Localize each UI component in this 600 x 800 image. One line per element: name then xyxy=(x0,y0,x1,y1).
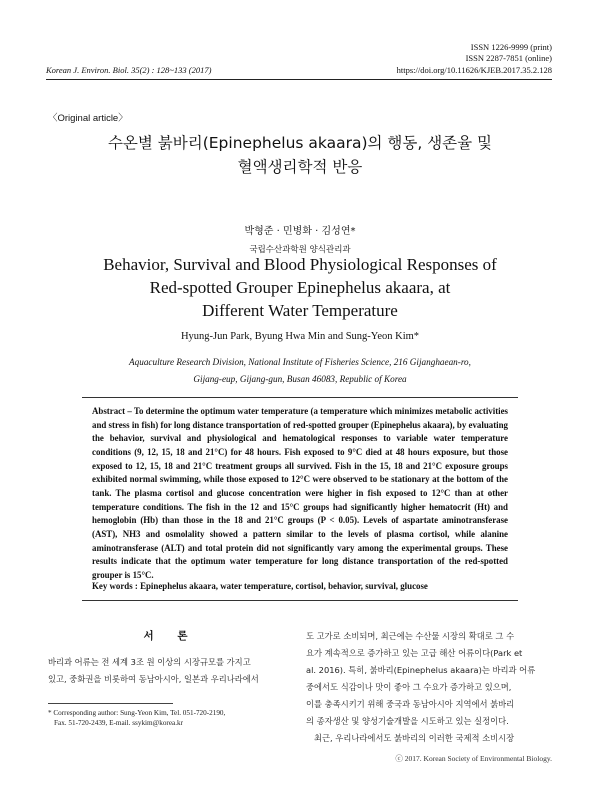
article-type: 〈Original article〉 xyxy=(48,113,128,124)
doi-link[interactable]: https://doi.org/10.11626/KJEB.2017.35.2.128 xyxy=(396,65,552,75)
body-right-line7: 최근, 우리나라에서도 붉바리의 이러한 국제적 소비시장 xyxy=(314,733,515,743)
footnote-line1: * Corresponding author: Sung-Yeon Kim, Tel. 051-720-2190, xyxy=(48,709,226,717)
body-left-line1: 바리과 어류는 전 세계 3조 원 이상의 시장규모를 가지고 xyxy=(48,657,251,667)
body-right-line4: 중에서도 식감이나 맛이 좋아 그 수요가 증가하고 있으며, xyxy=(306,682,512,692)
title-en-line3: Different Water Temperature xyxy=(202,301,398,320)
footnote-line2: Fax. 51-720-2439, E-mail. ssykim@korea.kr xyxy=(54,719,183,727)
footnote-rule xyxy=(48,703,173,704)
authors-en: Hyung-Jun Park, Byung Hwa Min and Sung-Yeon Kim* xyxy=(180,331,420,342)
keywords-text: Epinephelus akaara, water temperature, cortisol, behavior, survival, glucose xyxy=(140,581,428,591)
title-ko-line1: 수온별 붉바리(Epinephelus akaara)의 행동, 생존율 및 xyxy=(107,134,493,152)
issn-online: ISSN 2287-7851 (online) xyxy=(465,53,552,63)
keywords-label: Key words : xyxy=(92,581,138,591)
body-left-line2: 있고, 중화권을 비롯하여 동남아시아, 일본과 우리나라에서 xyxy=(48,674,259,684)
copyright: ⓒ 2017. Korean Society of Environmental Biology. xyxy=(395,754,552,763)
affiliation-en-line1: Aquaculture Research Division, National Institute of Fisheries Science, 216 Gijanghaean-ro, xyxy=(129,357,471,367)
body-right-line3: al. 2016). 특히, 붉바리(Epinephelus akaara)는 바리과 어류 xyxy=(306,665,536,675)
affiliation-ko: 국립수산과학원 양식관리과 xyxy=(249,245,351,255)
keywords xyxy=(92,581,508,591)
abstract-label: Abstract xyxy=(92,406,126,416)
authors-ko: 박형준 · 민병화 · 김성연* xyxy=(244,226,356,237)
section-heading-introduction: 서 론 xyxy=(143,630,198,642)
abstract-top-rule xyxy=(82,397,518,398)
abstract xyxy=(92,405,508,583)
abstract-bottom-rule xyxy=(82,600,518,601)
title-ko-line2: 혈액생리학적 반응 xyxy=(237,158,363,176)
body-right-line6: 의 종자생산 및 양성기술개발을 시도하고 있는 실정이다. xyxy=(306,716,509,726)
footnote-corresponding-author xyxy=(48,708,225,728)
affiliation-en-line2: Gijang-eup, Gijang-gun, Busan 46083, Republic of Korea xyxy=(193,374,407,384)
body-right-line1: 도 고가로 소비되며, 최근에는 수산물 시장의 확대로 그 수 xyxy=(306,631,515,641)
abstract-dash: – xyxy=(127,406,134,416)
issn-print: ISSN 1226-9999 (print) xyxy=(470,42,552,52)
title-en-line2: Red-spotted Grouper Epinephelus akaara, at xyxy=(149,278,451,297)
header-rule xyxy=(46,79,552,80)
journal-citation: Korean J. Environ. Biol. 35(2) : 128~133 (2017) xyxy=(46,65,212,75)
body-right-line2: 요가 계속적으로 증가하고 있는 고급 해산 어류이다(Park et xyxy=(306,648,523,658)
title-en-line1: Behavior, Survival and Blood Physiological Responses of xyxy=(103,255,497,274)
body-right-line5: 이를 충족시키기 위해 중국과 동남아시아 지역에서 붉바리 xyxy=(306,699,515,709)
abstract-text: To determine the optimum water temperature (a temperature which minimizes metabolic activities and stress in fish) for long distance transportation of red-spotted grouper (Epinephelus akaara), by evaluating the behavior, survival and physiological and hematological responses to variable water temperature conditions (9, 12, 15, 18 and 21°C) for 48 hours. Fish exposed to 9°C died at 48 hours exposure, but those exposed to 12, 15, 18 and 21°C treatment groups all survived. Fish in the 15, 18 and 21°C exposure groups exhibited normal swimming, while those exposed to 12°C were observed to be stationary at the bottom of the tank. The plasma cortisol and glucose concentration were higher in fish exposed to 12°C than at other temperature conditions. The fish in the 12 and 15°C groups had significantly higher hematocrit (Ht) and hemoglobin (Hb) than those in the 18 and 21°C groups (P < 0.05). Levels of aspartate aminotransferase (AST), NH3 and osmolality showed a pattern similar to the levels of plasma cortisol, while alanine aminotransferase (ALT) and total protein did not significantly vary among the experimental groups. These results indicate that the optimum water temperature for long distance transportation of the red-spotted grouper is 15°C. xyxy=(92,406,509,580)
